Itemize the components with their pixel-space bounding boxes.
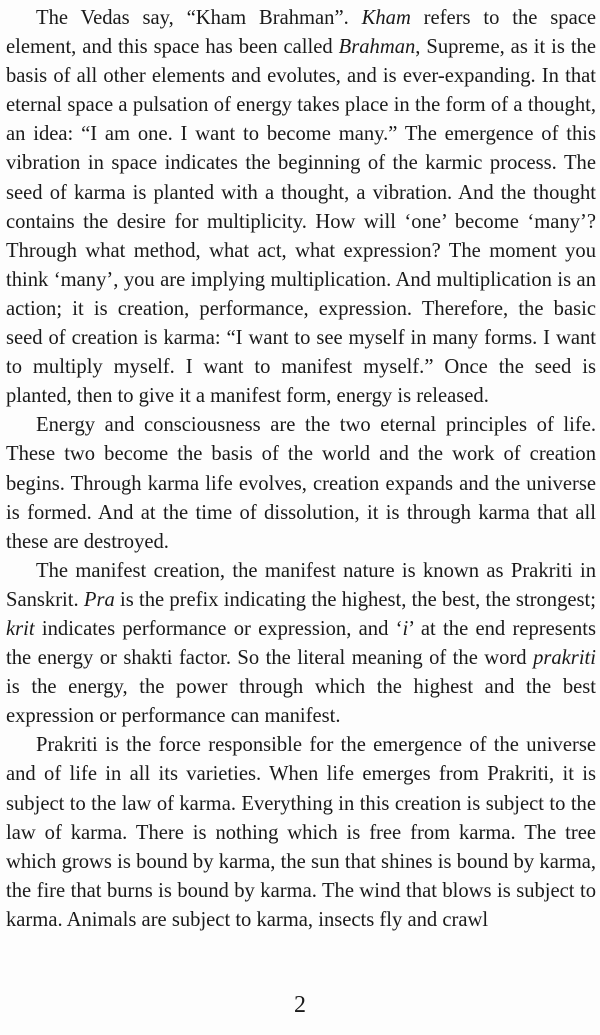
text-run: The Vedas say, “Kham Brahman”. — [36, 7, 362, 29]
text-run: The manifest creation, the manifest nature is known as Prakriti in Sanskrit. — [6, 559, 596, 611]
text-run: is the prefix indicating the highest, the best, the strongest; — [114, 588, 596, 611]
text-run: Energy and consciousness are the two eternal principles of life. These two become the basis of the world and the work of creation begins. Through karma life evolves, creation expands and the universe is formed. And at the time of dissolution, it is through karma that all these are destroyed. — [6, 414, 596, 553]
italic-term: prakriti — [533, 647, 596, 670]
text-run: is the energy, the power through which the highest and the best expression or performance can manifest. — [6, 676, 596, 728]
italic-term: Pra — [83, 588, 115, 611]
text-run: indicates performance or expression, and ‘ — [34, 617, 403, 640]
paragraph-3 — [6, 557, 596, 732]
text-run: refers to the space element, and this space has been called — [6, 7, 597, 59]
italic-term: i — [402, 617, 409, 640]
paragraph-4 — [6, 731, 596, 935]
page-number: 2 — [294, 992, 306, 1018]
text-run: Prakriti is the force responsible for the emergence of the universe and of life in all its varieties. When life emerges from Prakriti, it is subject to the law of karma. Everything in this creation is subject to the law of karma. There is nothing which is free from karma. The tree which grows is bound by karma, the sun that shines is bound by karma, the fire that burns is bound by karma. The wind that blows is subject to karma. Animals are subject to karma, insects fly and crawl — [6, 734, 596, 931]
text-run: , Supreme, as it is the basis of all other elements and evolutes, and is ever-expanding. In that eternal space a pulsation of energy takes place in the form of a thought, an idea: “I am one. I want to become many.” The emergence of this vibration in space indicates the beginning of the karmic process. The seed of karma is planted with a thought, a vibration. And the thought contains the desire for multiplicity. How will ‘one’ become ‘many’? Through what method, what act, what expression? The moment you think ‘many’, you are implying multiplication. And multiplication is an action; it is creation, performance, expression. Therefore, the basic seed of creation is karma: “I want to see myself in many forms. I want to multiply myself. I want to manifest myself.” Once the seed is planted, then to give it a manifest form, energy is released. — [6, 36, 596, 408]
paragraph-2 — [6, 411, 596, 556]
text-run: ’ at the end represents the energy or shakti factor. So the literal meaning of the word — [6, 617, 596, 670]
italic-term: Kham — [361, 7, 411, 29]
italic-term: Brahman — [338, 36, 416, 59]
body-text — [6, 4, 596, 935]
italic-term: krit — [6, 617, 35, 640]
paragraph-1 — [6, 4, 596, 411]
